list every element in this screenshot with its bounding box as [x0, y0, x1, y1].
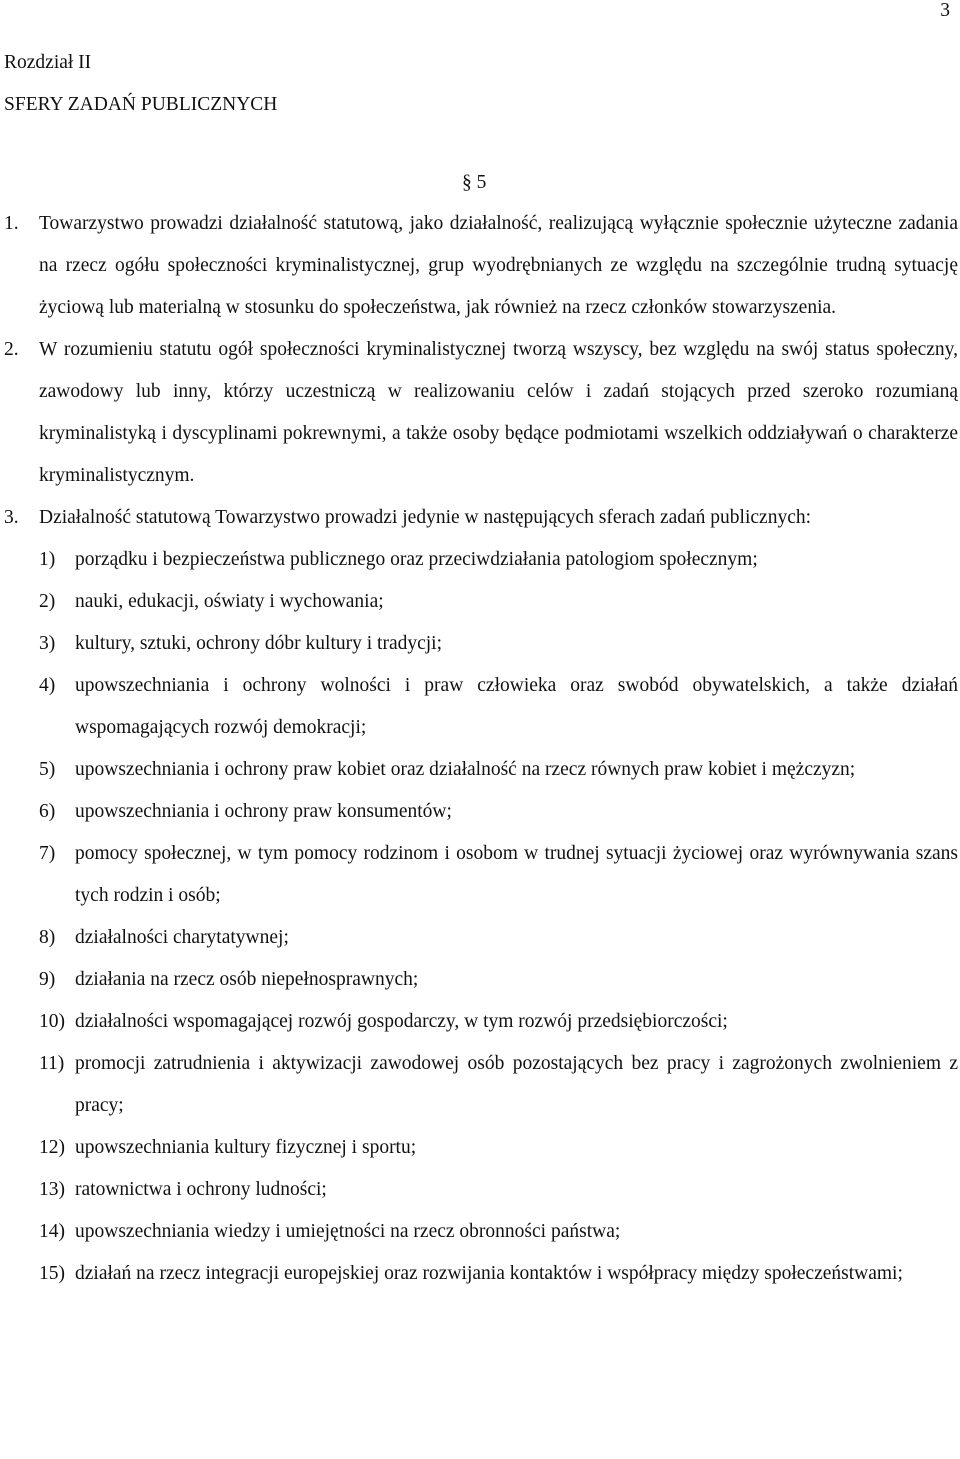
- item-text: upowszechniania i ochrony wolności i praw człowieka oraz swobód obywatelskich, a także działań wspomagających rozwój demokracji;: [75, 675, 958, 738]
- list-item: [4, 1001, 958, 1043]
- item-number: 11): [39, 1053, 65, 1074]
- item-text: ratownictwa i ochrony ludności;: [75, 1179, 327, 1200]
- item-number: 7): [39, 843, 56, 864]
- item-number: 6): [39, 801, 56, 822]
- item-text: nauki, edukacji, oświaty i wychowania;: [75, 591, 384, 612]
- item-number: 9): [39, 969, 56, 990]
- list-item: [4, 623, 958, 665]
- item-text: upowszechniania wiedzy i umiejętności na rzecz obronności państwa;: [75, 1221, 621, 1242]
- list-item: [4, 749, 958, 791]
- item-number: 2): [39, 591, 56, 612]
- point-text: Działalność statutową Towarzystwo prowadzi jedynie w następujących sferach zadań publicznych:: [39, 507, 812, 528]
- list-item: [4, 1253, 958, 1295]
- section-mark: § 5: [462, 172, 487, 193]
- list-item: [4, 959, 958, 1001]
- point-number: 2.: [4, 339, 19, 360]
- item-number: 13): [39, 1179, 65, 1200]
- item-text: promocji zatrudnienia i aktywizacji zawodowej osób pozostających bez pracy i zagrożonych zwolnieniem z pracy;: [75, 1053, 958, 1116]
- item-number: 10): [39, 1011, 65, 1032]
- item-text: działania na rzecz osób niepełnosprawnych;: [75, 969, 419, 990]
- point-2: [4, 329, 958, 497]
- list-item: [4, 1169, 958, 1211]
- list-item: [4, 581, 958, 623]
- chapter-label: Rozdział II: [4, 52, 92, 73]
- item-text: upowszechniania i ochrony praw konsumentów;: [75, 801, 452, 822]
- item-text: działalności wspomagającej rozwój gospodarczy, w tym rozwój przedsiębiorczości;: [75, 1011, 728, 1032]
- list-item: [4, 665, 958, 749]
- point-3: [4, 497, 958, 539]
- item-text: porządku i bezpieczeństwa publicznego oraz przeciwdziałania patologiom społecznym;: [75, 549, 758, 570]
- item-text: upowszechniania kultury fizycznej i sportu;: [75, 1137, 417, 1158]
- item-number: 4): [39, 675, 56, 696]
- item-number: 14): [39, 1221, 65, 1242]
- item-number: 8): [39, 927, 56, 948]
- page-number: 3: [940, 0, 950, 21]
- list-item: [4, 1127, 958, 1169]
- item-text: działalności charytatywnej;: [75, 927, 289, 948]
- item-text: kultury, sztuki, ochrony dóbr kultury i tradycji;: [75, 633, 443, 654]
- point-number: 1.: [4, 213, 19, 234]
- item-number: 15): [39, 1263, 65, 1284]
- item-text: działań na rzecz integracji europejskiej oraz rozwijania kontaktów i współpracy między społeczeństwami;: [75, 1263, 903, 1284]
- chapter-title: SFERY ZADAŃ PUBLICZNYCH: [4, 94, 278, 115]
- list-item: [4, 833, 958, 917]
- point-1: [4, 203, 958, 329]
- point-text: W rozumieniu statutu ogół społeczności kryminalistycznej tworzą wszyscy, bez względu na swój status społeczny, zawodowy lub inny, którzy uczestniczą w realizowaniu celów i zadań stojących przed szeroko rozumianą kryminalistyką i dyscyplinami pokrewnymi, a także osoby będące podmiotami wszelkich oddziaływań o charakterze kryminalistycznym.: [39, 339, 958, 486]
- item-text: upowszechniania i ochrony praw kobiet oraz działalność na rzecz równych praw kobiet i mężczyzn;: [75, 759, 856, 780]
- point-number: 3.: [4, 507, 19, 528]
- item-text: pomocy społecznej, w tym pomocy rodzinom i osobom w trudnej sytuacji życiowej oraz wyrównywania szans tych rodzin i osób;: [75, 843, 958, 906]
- item-number: 12): [39, 1137, 65, 1158]
- list-item: [4, 539, 958, 581]
- list-item: [4, 791, 958, 833]
- sphere-list: [4, 539, 958, 1295]
- list-item: [4, 917, 958, 959]
- document-body: [4, 203, 958, 1295]
- list-item: [4, 1043, 958, 1127]
- item-number: 3): [39, 633, 56, 654]
- chapter-heading: [4, 42, 277, 126]
- list-item: [4, 1211, 958, 1253]
- point-text: Towarzystwo prowadzi działalność statutową, jako działalność, realizującą wyłącznie społecznie użyteczne zadania na rzecz ogółu społeczności kryminalistycznej, grup wyodrębnianych ze względu na szczególnie trudną sytuację życiową lub materialną w stosunku do społeczeństwa, jak również na rzecz członków stowarzyszenia.: [39, 213, 958, 318]
- item-number: 1): [39, 549, 56, 570]
- item-number: 5): [39, 759, 56, 780]
